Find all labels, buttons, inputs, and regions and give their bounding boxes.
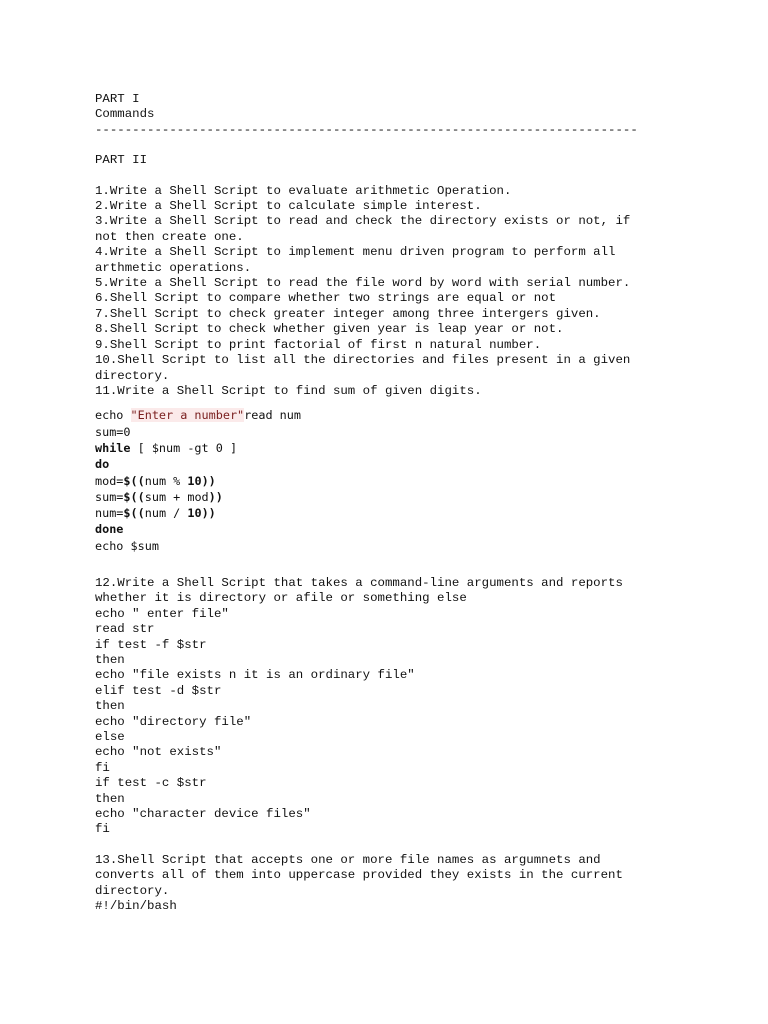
code-line: then xyxy=(95,791,125,806)
question-line: 13.Shell Script that accepts one or more file names as argumnets and xyxy=(95,852,601,867)
question-line: converts all of them into uppercase provided they exists in the current xyxy=(95,868,623,883)
code-line: echo "not exists" xyxy=(95,745,222,760)
string-literal: "Enter a number" xyxy=(130,408,245,423)
question-line: 2.Write a Shell Script to calculate simple interest. xyxy=(95,199,482,214)
code-line: echo $sum xyxy=(95,538,159,553)
code-line xyxy=(95,473,735,489)
code-line: if test -c $str xyxy=(95,776,207,791)
code-line: #!/bin/bash xyxy=(95,899,177,914)
part-one-title: PART I xyxy=(95,92,140,106)
code-token: sum= xyxy=(95,489,124,504)
question-line: 6.Shell Script to compare whether two strings are equal or not xyxy=(95,291,557,306)
document-page xyxy=(95,92,735,915)
code-token: echo xyxy=(95,408,131,423)
code-line: fi xyxy=(95,760,110,775)
question-line: 9.Shell Script to print factorial of first n natural number. xyxy=(95,337,542,352)
code-line: echo "file exists n it is an ordinary file" xyxy=(95,668,415,683)
code-line: echo "character device files" xyxy=(95,807,311,822)
part-one-subtitle: Commands xyxy=(95,107,155,122)
code-token: num % xyxy=(144,473,188,488)
question-line: whether it is directory or afile or something else xyxy=(95,591,467,606)
question-line: 12.Write a Shell Script that takes a command-line arguments and reports xyxy=(95,575,623,590)
keyword: while xyxy=(95,440,131,455)
part-two-title: PART II xyxy=(95,153,148,168)
code-token: )) xyxy=(208,489,223,504)
code-line: then xyxy=(95,699,125,714)
code-token: $(( xyxy=(123,506,145,521)
code-line: else xyxy=(95,730,125,745)
section-divider: ------------------------------------------------------------------------- xyxy=(95,122,638,137)
question-line: 7.Shell Script to check greater integer among three intergers given. xyxy=(95,306,601,321)
code-line: then xyxy=(95,653,125,668)
question-line: 4.Write a Shell Script to implement menu driven program to perform all xyxy=(95,245,616,260)
code-token: $(( xyxy=(123,489,145,504)
code-token: sum + mod xyxy=(144,489,209,504)
question-12 xyxy=(95,576,735,607)
code-token: num= xyxy=(95,506,124,521)
question-line: arthmetic operations. xyxy=(95,260,252,275)
code-token: mod= xyxy=(95,473,124,488)
code-line xyxy=(95,407,735,423)
code-line: echo " enter file" xyxy=(95,606,229,621)
keyword-line: do xyxy=(95,457,110,472)
code-block-file-type xyxy=(95,607,735,838)
code-line: echo "directory file" xyxy=(95,714,252,729)
code-line: fi xyxy=(95,822,110,837)
code-token: $(( xyxy=(123,473,145,488)
code-token: 10)) xyxy=(187,473,216,488)
code-token: [ $num -gt 0 ] xyxy=(130,440,238,455)
question-line: 1.Write a Shell Script to evaluate arithmetic Operation. xyxy=(95,183,512,198)
keyword-line: done xyxy=(95,522,124,537)
question-line: 5.Write a Shell Script to read the file word by word with serial number. xyxy=(95,276,631,291)
question-13 xyxy=(95,853,735,899)
code-line xyxy=(95,505,735,521)
question-line: directory. xyxy=(95,368,170,383)
question-line: 8.Shell Script to check whether given year is leap year or not. xyxy=(95,322,564,337)
code-line: if test -f $str xyxy=(95,637,207,652)
question-line: 3.Write a Shell Script to read and check the directory exists or not, if xyxy=(95,214,631,229)
code-token: num / xyxy=(144,506,188,521)
code-block-sum-digits xyxy=(95,407,735,554)
code-token: read num xyxy=(244,408,301,423)
code-line: read str xyxy=(95,622,155,637)
question-line: 10.Shell Script to list all the directories and files present in a given xyxy=(95,353,631,368)
code-line xyxy=(95,489,735,505)
code-token: 10)) xyxy=(187,506,216,521)
question-list xyxy=(95,184,735,400)
code-line: sum=0 xyxy=(95,424,131,439)
code-line: elif test -d $str xyxy=(95,683,222,698)
code-line xyxy=(95,440,735,456)
question-line: 11.Write a Shell Script to find sum of given digits. xyxy=(95,383,482,398)
code-block-uppercase xyxy=(95,899,735,914)
question-line: directory. xyxy=(95,883,170,898)
question-line: not then create one. xyxy=(95,229,244,244)
